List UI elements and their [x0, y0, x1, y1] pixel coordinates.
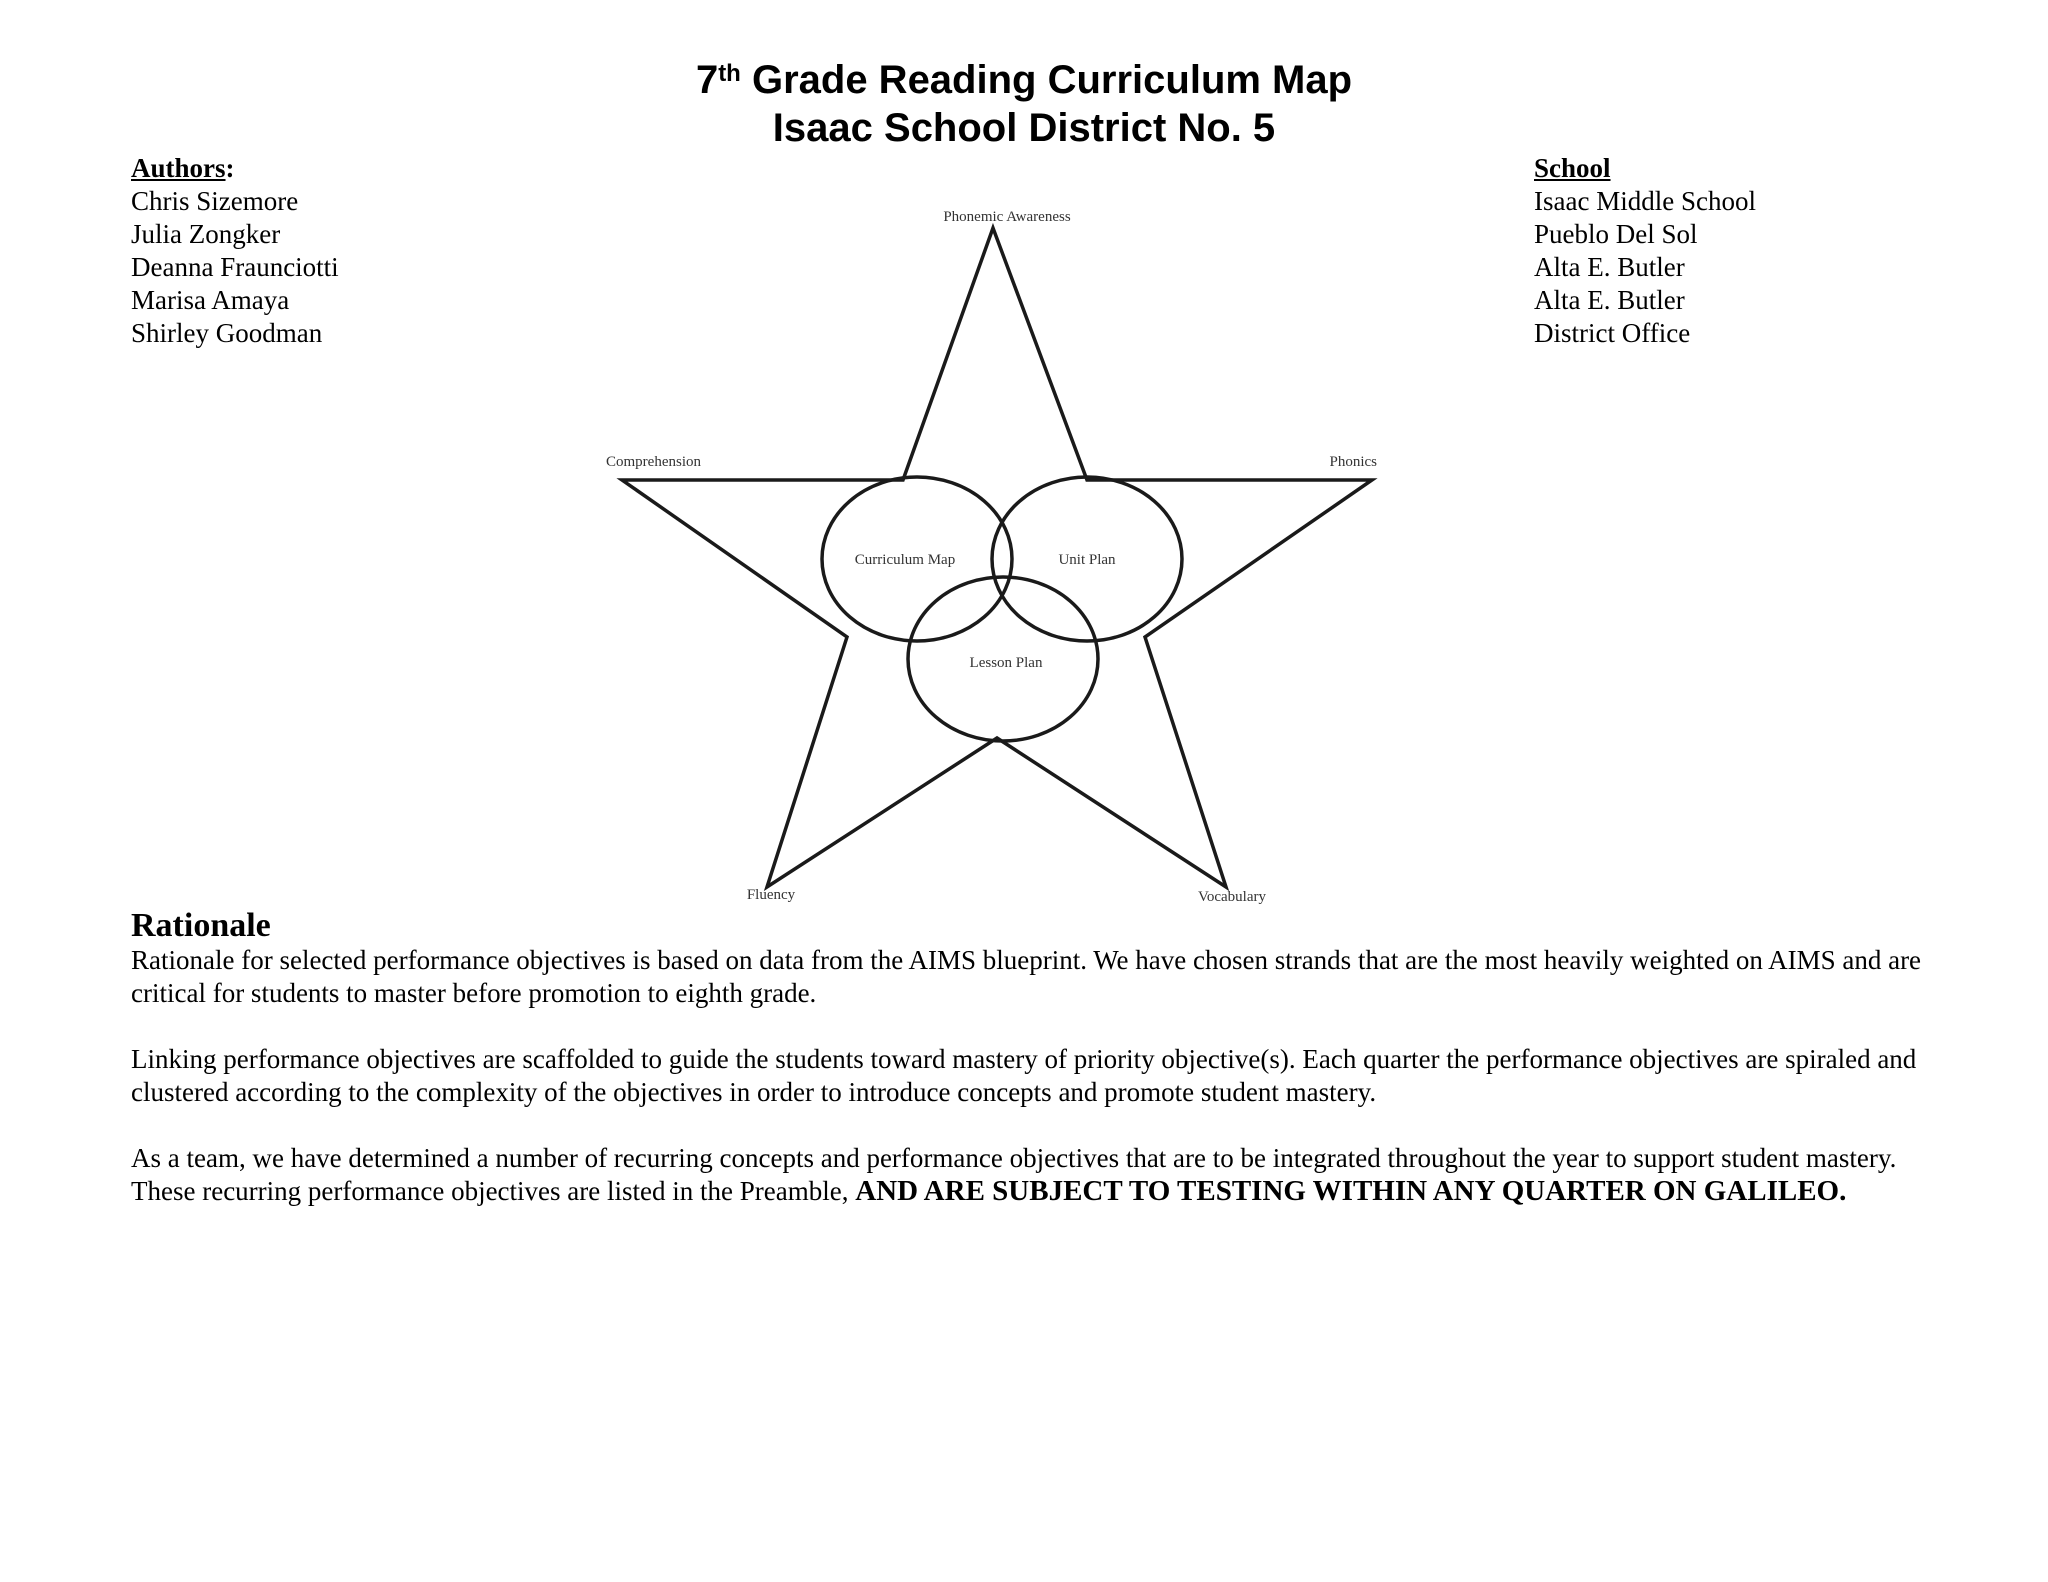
school-heading: School: [1534, 153, 1611, 183]
author-name: Shirley Goodman: [131, 318, 323, 348]
school-name: District Office: [1534, 318, 1691, 348]
rationale-section: [131, 906, 1931, 1241]
circle-label-lesson-plan: Lesson Plan: [969, 655, 1043, 671]
star-outline: [622, 228, 1372, 887]
rationale-paragraph-3-text: As a team, we have determined a number of recurring concepts and performance objectives that are to be integrated throughout the year to support student mastery. These recurring performance objectives are listed in the Preamble,: [131, 1143, 1897, 1206]
star-label-vocabulary: Vocabulary: [1197, 889, 1267, 905]
authors-heading-colon: :: [225, 153, 235, 183]
circle-label-unit-plan: Unit Plan: [1058, 552, 1116, 568]
title-superscript: th: [718, 60, 741, 87]
page-subtitle: Isaac School District No. 5: [772, 106, 1276, 150]
school-name: Pueblo Del Sol: [1534, 219, 1698, 249]
rationale-heading: Rationale: [131, 907, 271, 944]
title-grade: 7: [695, 58, 719, 102]
author-name: Chris Sizemore: [131, 186, 299, 216]
author-name: Julia Zongker: [131, 219, 281, 249]
rationale-paragraph-2: Linking performance objectives are scaffolded to guide the students toward mastery of priority objective(s). Each quarter the performance objectives are spiraled and clustered according to the complexity of the objectives in order to introduce concepts and promote student mastery.: [131, 1044, 1917, 1107]
circle-label-curriculum-map: Curriculum Map: [854, 552, 956, 568]
rationale-paragraph-3: [131, 1142, 1931, 1208]
author-name: Deanna Fraunciotti: [131, 252, 339, 282]
school-name: Alta E. Butler: [1534, 285, 1685, 315]
star-label-phonemic-awareness: Phonemic Awareness: [943, 209, 1071, 225]
school-name: Isaac Middle School: [1534, 186, 1756, 216]
authors-heading: Authors: [131, 153, 226, 183]
star-label-phonics: Phonics: [1329, 454, 1377, 470]
school-name: Alta E. Butler: [1534, 252, 1685, 282]
title-text: Grade Reading Curriculum Map: [740, 58, 1353, 102]
author-name: Marisa Amaya: [131, 285, 290, 315]
star-label-comprehension: Comprehension: [606, 454, 701, 470]
rationale-paragraph-1: Rationale for selected performance objectives is based on data from the AIMS blueprint. We have chosen strands that are the most heavily weighted on AIMS and are critical for students to master before promotion to eighth grade.: [131, 945, 1922, 1008]
star-label-fluency: Fluency: [746, 887, 796, 903]
rationale-emphasis: AND ARE SUBJECT TO TESTING WITHIN ANY QUARTER ON GALILEO.: [855, 1175, 1847, 1207]
